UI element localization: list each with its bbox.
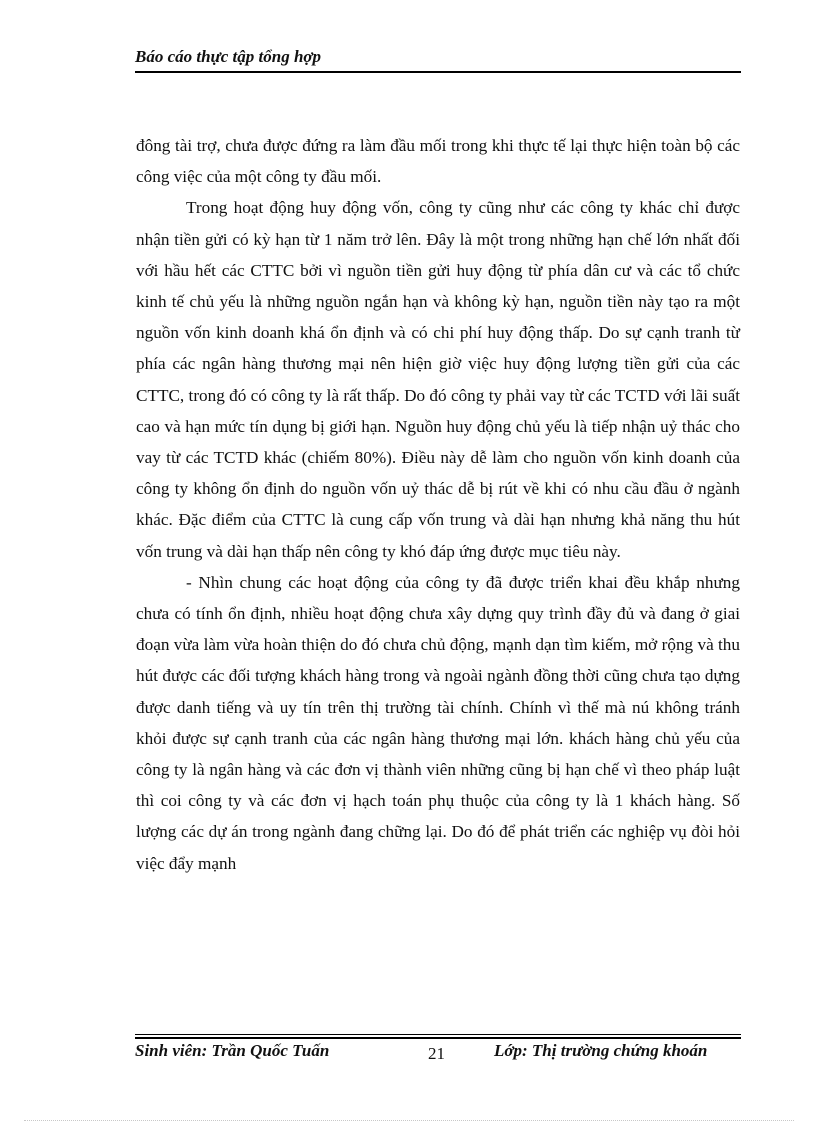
header-divider — [135, 71, 741, 73]
footer-divider-thin — [135, 1034, 741, 1035]
paragraph-2: Trong hoạt động huy động vốn, công ty cũng như các công ty khác chỉ được nhận tiền gửi có kỳ hạn từ 1 năm trở lên. Đây là một trong những hạn chế lớn nhất đối với hầu hết các CTTC bởi vì nguồn tiền gửi huy động từ phía dân cư và các tổ chức kinh tế chủ yếu là những nguồn ngắn hạn và không kỳ hạn, nguồn tiền này tạo ra một nguồn vốn kinh doanh khá ổn định và có chi phí huy động thấp. Do sự cạnh tranh từ phía các ngân hàng thương mại nên hiện giờ việc huy động lượng tiền gửi của các CTTC, trong đó có công ty là rất thấp. Do đó công ty phải vay từ các TCTD với lãi suất cao và hạn mức tín dụng bị giới hạn. Nguồn huy động chủ yếu là tiếp nhận uỷ thác cho vay từ các TCTD khác (chiếm 80%). Điều này dễ làm cho nguồn vốn kinh doanh của công ty không ổn định do nguồn vốn uỷ thác dễ bị rút về khi có nhu cầu đầu ở ngành khác. Đặc điểm của CTTC là cung cấp vốn trung và dài hạn nhưng khả năng thu hút vốn trung và dài hạn thấp nên công ty khó đáp ứng được mục tiêu này. — [136, 198, 740, 561]
document-body — [136, 130, 740, 879]
footer-class-name: Lớp: Thị trường chứng khoán — [494, 1041, 708, 1060]
paragraph-3: - Nhìn chung các hoạt động của công ty đã được triển khai đều khắp nhưng chưa có tính ổn định, nhiều hoạt động chưa xây dựng quy trình đầy đủ và đang ở giai đoạn vừa làm vừa hoàn thiện do đó chưa chủ động, mạnh dạn tìm kiếm, mở rộng và thu hút được các đối tượng khách hàng trong và ngoài ngành đồng thời cũng chưa tạo dựng được danh tiếng và uy tín trên thị trường tài chính. Chính vì thế mà nú không tránh khỏi được sự cạnh tranh của các ngân hàng thương mại lớn. khách hàng chủ yếu của công ty là ngân hàng và các đơn vị thành viên những cũng bị hạn chế vì theo pháp luật thì coi công ty và các đơn vị hạch toán phụ thuộc của công ty là 1 khách hàng. Số lượng các dự án trong ngành đang chững lại. Do đó để phát triển các nghiệp vụ đòi hỏi việc đẩy mạnh — [136, 572, 740, 873]
page-bottom-edge — [24, 1120, 794, 1121]
paragraph-1: đông tài trợ, chưa được đứng ra làm đầu mối trong khi thực tế lại thực hiện toàn bộ các công việc của một công ty đầu mối. — [136, 136, 740, 187]
page-header-title: Báo cáo thực tập tổng hợp — [135, 47, 322, 66]
page-number: 21 — [428, 1044, 445, 1063]
footer-student-name: Sinh viên: Trần Quốc Tuấn — [135, 1041, 330, 1060]
footer-divider-thick — [135, 1037, 741, 1039]
